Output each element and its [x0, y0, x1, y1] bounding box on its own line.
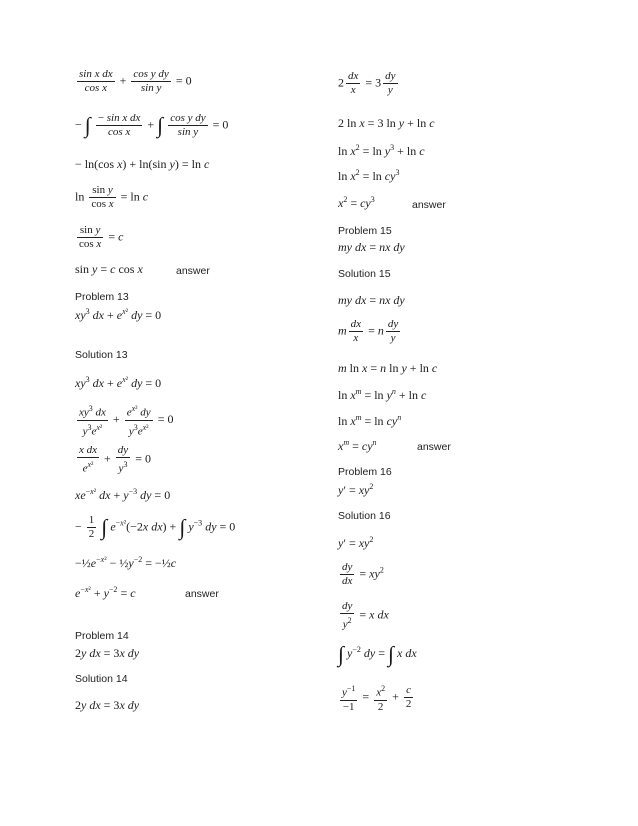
equation: − $\frac{1}{2}$ ∫ $e^{-x^2}(-2x$ dx) + ∫ $y^{-3}$ dy = 0 — [75, 514, 236, 540]
equation: $x^m = cy^n$ — [338, 438, 377, 453]
equation: − ln(cos x) + ln(sin y) = ln c — [75, 157, 210, 171]
equation: ∫ $y^{-2}$ dy = ∫ x dx — [338, 641, 417, 667]
solution-13-label: Solution 13 — [75, 349, 128, 361]
equation: $x^2 = cy^3$ — [338, 195, 375, 210]
equation: − ∫ $\frac{\text{− sin x dx}}{\text{cos x}}$ + ∫ $\frac{\text{cos y dy}}{\text{sin y}}$ = 0 — [75, 112, 229, 138]
equation: 2 ln x = 3 ln y + ln c — [338, 116, 435, 130]
equation: ln $\frac{\text{sin y}}{\text{cos x}}$ = ln c — [75, 184, 149, 210]
equation: 2y dx = 3x dy — [75, 698, 140, 712]
equation: 2y dx = 3x dy — [75, 646, 140, 660]
problem-16-label: Problem 16 — [338, 466, 392, 478]
equation: $\frac{\text{x dx}}{e^{x^2}}$ + $\frac{dy}{y^3}$ = 0 — [79, 444, 151, 475]
equation: $xe^{-x^2}$ dx + $y^{-3}$ dy = 0 — [75, 487, 171, 502]
equation: $\frac{xy^3 dx}{y^3e^{x^2}}$ + $\frac{e^{x^2} dy}{y^3e^{x^2}}$ = 0 — [79, 404, 174, 438]
solution-15-label: Solution 15 — [338, 268, 391, 280]
equation: m $\frac{dx}{x}$ = n $\frac{dy}{y}$ — [338, 318, 399, 344]
equation: sin y = c cos x — [75, 262, 143, 276]
equation: my dx = nx dy — [338, 293, 405, 307]
answer-label: answer — [417, 441, 451, 453]
equation: $xy^3$ dx + $e^{x^2}$ dy = 0 — [75, 307, 162, 322]
equation: m ln x = n ln y + ln c — [338, 361, 438, 375]
answer-label: answer — [176, 265, 210, 277]
answer-label: answer — [185, 588, 219, 600]
equation: $\frac{dy}{dx}$ = $xy^2$ — [342, 561, 384, 587]
equation: $\ln x^2 = \ln cy^3$ — [338, 168, 400, 183]
equation: $\frac{\text{sin x dx}}{\text{cos x}}$ + $\frac{\text{cos y dy}}{\text{sin y}}$ = 0 — [79, 68, 192, 94]
equation: $y' = xy^2$ — [338, 535, 374, 550]
equation: $\frac{\text{sin y}}{\text{cos x}}$ = c — [79, 224, 124, 250]
equation: $-\frac{1}{2}e^{-x^2}$ − $\frac{1}{2}y^{-2}$ = −½c — [75, 555, 177, 570]
equation: $\ln x^m = \ln cy^n$ — [338, 413, 402, 428]
solution-16-label: Solution 16 — [338, 510, 391, 522]
problem-14-label: Problem 14 — [75, 630, 129, 642]
answer-label: answer — [412, 199, 446, 211]
solution-14-label: Solution 14 — [75, 673, 128, 685]
equation: $xy^3$ dx + $e^{x^2}$ dy = 0 — [75, 375, 162, 390]
equation: $\ln x^m = \ln y^n + \ln c$ — [338, 387, 427, 402]
equation: $\ln x^2 = \ln y^3 + \ln c$ — [338, 143, 425, 158]
problem-15-label: Problem 15 — [338, 225, 392, 237]
equation: $y' = xy^2$ — [338, 482, 374, 497]
equation: $\frac{y^{-1}}{-1}$ = $\frac{x^2}{2}$ + $\frac{c}{2}$ — [342, 684, 412, 713]
problem-13-label: Problem 13 — [75, 291, 129, 303]
equation: $e^{-x^2} + y^{-2} = c$ — [75, 585, 136, 600]
equation: my dx = nx dy — [338, 240, 405, 254]
equation: 2 $\frac{dx}{x}$ = 3 $\frac{dy}{y}$ — [338, 70, 396, 96]
equation: $\frac{dy}{y^2}$ = x dx — [342, 600, 389, 631]
